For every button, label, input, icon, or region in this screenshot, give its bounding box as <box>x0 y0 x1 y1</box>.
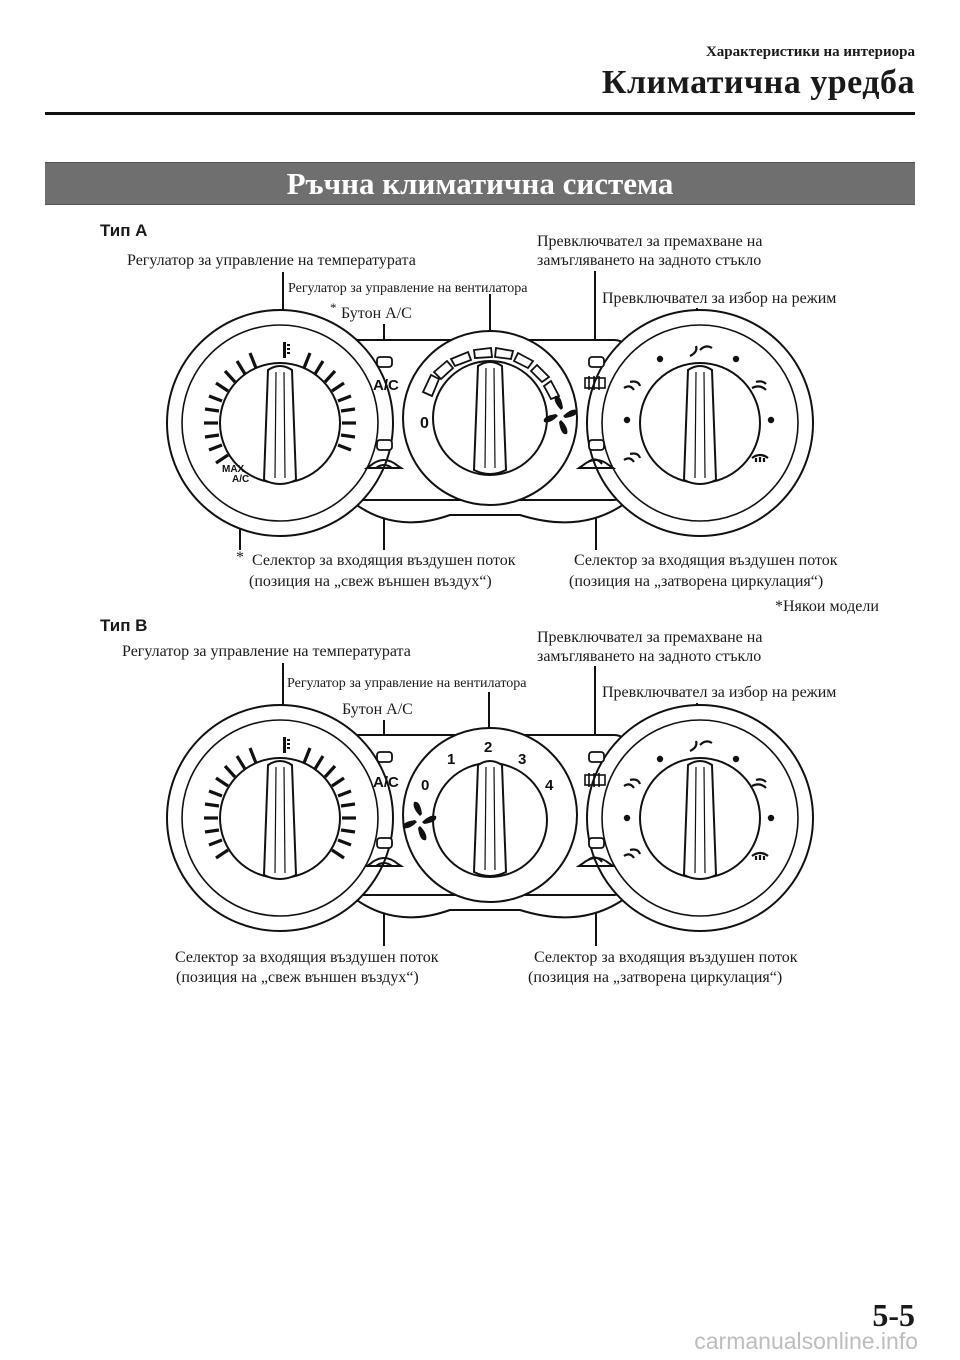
type-a-defrost-label-1: Превключвател за премахване на <box>537 233 763 250</box>
watermark: carmanualsonline.info <box>694 1328 918 1354</box>
type-a-fan-label: Регулатор за управление на вентилатора <box>288 281 528 296</box>
type-a-mode-label: Превключвател за избор на режим <box>602 290 837 307</box>
section-banner: Ръчна климатична система <box>45 162 915 205</box>
type-b-fresh-label-1: Селектор за входящия въздушен поток <box>175 949 439 966</box>
type-b-ac-label: Бутон A/C <box>342 701 413 718</box>
max-text: MAX <box>222 464 245 475</box>
fan-speed-3: 3 <box>518 751 527 768</box>
type-b-temp-label: Регулатор за управление на температурата <box>122 643 411 660</box>
type-a-temp-label: Регулатор за управление на температурата <box>127 252 416 269</box>
type-a-asterisk: * <box>330 300 337 315</box>
fan-speed-0: 0 <box>421 777 430 794</box>
type-a-defrost-label-2: замъгляването на задното стъкло <box>537 252 762 269</box>
type-a-ac-text: A/C <box>373 377 399 394</box>
type-b-defrost-label-1: Превключвател за премахване на <box>537 629 763 646</box>
type-a-fan-zero: 0 <box>420 415 429 432</box>
type-a-recirc-label-2: (позиция на „затворена циркулация“) <box>569 573 824 590</box>
type-a-recirc-label-1: Селектор за входящия въздушен поток <box>574 552 838 569</box>
type-b-recirc-label-1: Селектор за входящия въздушен поток <box>534 949 798 966</box>
chapter-title: Климатична уредба <box>601 64 915 101</box>
type-b-mode-label: Превключвател за избор на режим <box>602 684 837 701</box>
type-a-title: Тип A <box>100 221 148 240</box>
type-a-fresh-asterisk: * <box>236 549 244 566</box>
fan-speed-2: 2 <box>484 739 493 756</box>
fan-speed-1: 1 <box>447 751 456 768</box>
footnote: *Някои модели <box>775 598 879 615</box>
type-a-fresh-label-1: Селектор за входящия въздушен поток <box>252 552 516 569</box>
fan-speed-4: 4 <box>545 777 554 794</box>
type-b-defrost-label-2: замъгляването на задното стъкло <box>537 648 762 665</box>
type-b-fresh-label-2: (позиция на „свеж външен въздух“) <box>176 969 419 986</box>
type-b-fan-label: Регулатор за управление на вентилатора <box>287 676 527 691</box>
type-b-ac-text: A/C <box>373 774 399 791</box>
type-a-ac-label: Бутон A/C <box>341 305 412 322</box>
max-ac-text: A/C <box>232 474 250 485</box>
page-number: 5-5 <box>872 1297 915 1333</box>
type-b-title: Тип B <box>100 616 148 635</box>
section-title: Характеристики на интериора <box>705 44 915 60</box>
type-b-recirc-label-2: (позиция на „затворена циркулация“) <box>528 969 783 986</box>
type-a-fresh-label-2: (позиция на „свеж външен въздух“) <box>249 573 492 590</box>
